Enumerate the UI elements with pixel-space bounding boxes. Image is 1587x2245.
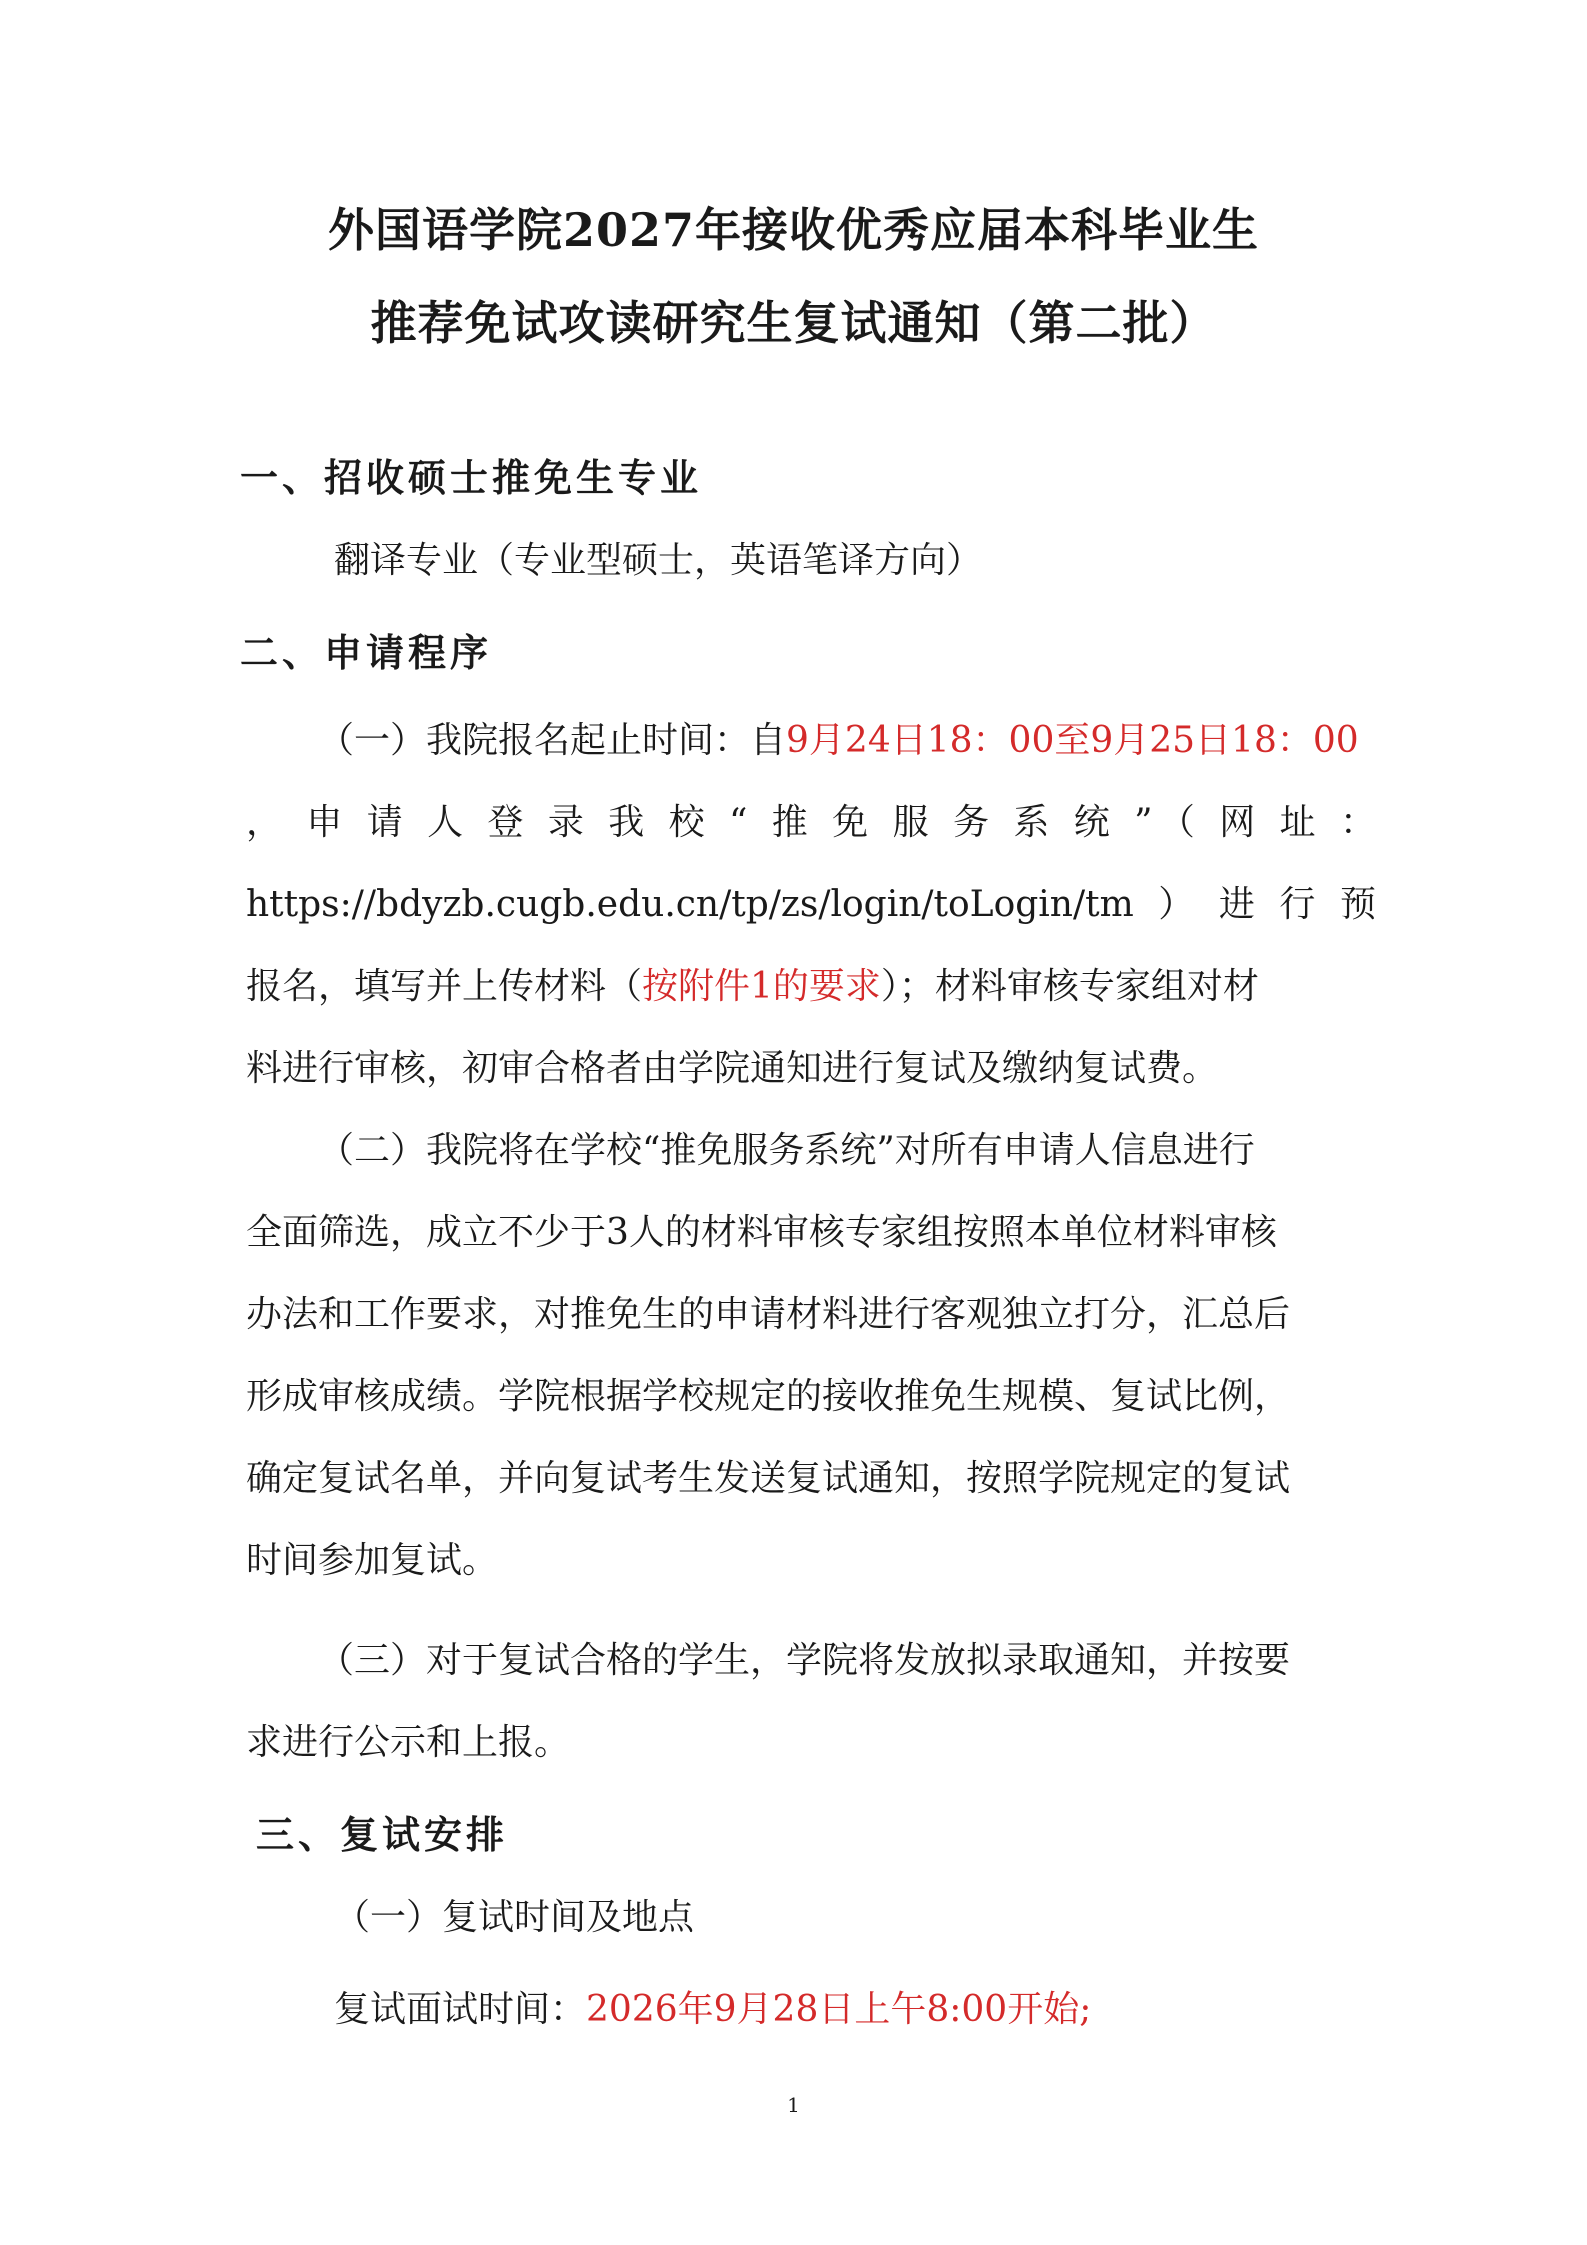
page-number: 1	[787, 2093, 800, 2117]
paragraph-line: 全面筛选，成立不少于3人的材料审核专家组按照本单位材料审核	[246, 1212, 1277, 1253]
section-1-heading: 一、招收硕士推免生专业	[240, 455, 703, 500]
paragraph-line	[246, 946, 1376, 1028]
interview-time-label: 复试面试时间：	[334, 1989, 587, 2030]
paragraph-line: （二）我院将在学校“推免服务系统”对所有申请人信息进行	[318, 1130, 1255, 1171]
paragraph-line: 求进行公示和上报。	[246, 1722, 571, 1763]
paragraph-admission-notice	[246, 1620, 1376, 1784]
paragraph-line: 时间参加复试。	[246, 1540, 499, 1581]
subsection-interview-time-place: （一）复试时间及地点	[334, 1897, 695, 1938]
paragraph-line: 办法和工作要求，对推免生的申请材料进行客观独立打分，汇总后	[246, 1294, 1291, 1335]
line-text: ）；材料审核专家组对材	[880, 966, 1259, 1007]
paragraph-screening	[246, 1110, 1376, 1602]
paragraph-line: 料进行审核，初审合格者由学院通知进行复试及缴纳复试费。	[246, 1048, 1219, 1089]
line-text: 报名，填写并上传材料（	[246, 966, 643, 1007]
paragraph-line: 确定复试名单，并向复试考生发送复试通知，按照学院规定的复试	[246, 1458, 1291, 1499]
paragraph-line: 形成审核成绩。学院根据学校规定的接收推免生规模、复试比例，	[246, 1376, 1291, 1417]
paragraph-line: （三）对于复试合格的学生，学院将发放拟录取通知，并按要	[318, 1640, 1291, 1681]
paragraph-line: ，申请人登录我校“推免服务系统”（网址：	[246, 802, 1376, 843]
interview-time-line	[334, 1985, 1091, 2035]
section-2-heading: 二、申请程序	[240, 630, 493, 675]
interview-time-value: 2026年9月28日上午8:00开始;	[586, 1989, 1092, 2030]
document-title-line-2: 推荐免试攻读研究生复试通知（第二批）	[370, 296, 1217, 350]
period-prefix: （一）我院报名起止时间：自	[318, 720, 787, 761]
document-title-line-1: 外国语学院2027年接收优秀应届本科毕业生	[327, 203, 1260, 257]
registration-time-range: 9月24日18：00至9月25日18：00	[786, 720, 1359, 761]
paragraph-application-period	[246, 700, 1376, 1110]
section-3-heading: 三、复试安排	[256, 1812, 509, 1857]
major-text: 翻译专业（专业型硕士，英语笔译方向）	[334, 540, 983, 581]
paragraph-line	[246, 700, 1376, 782]
attachment-requirement: 按附件1的要求	[642, 966, 881, 1007]
system-url: https://bdyzb.cugb.edu.cn/tp/zs/login/toLogin/tm）进行预	[246, 884, 1376, 925]
